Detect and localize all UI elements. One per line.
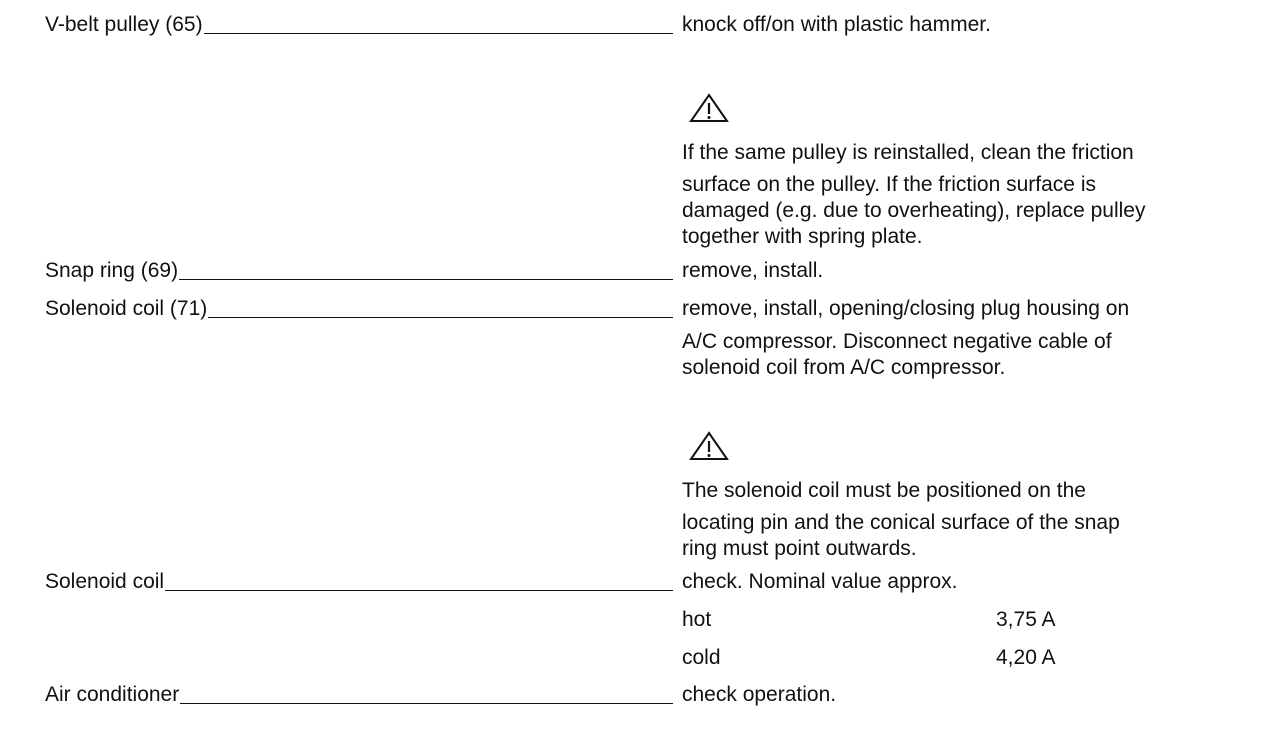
warning-triangle-icon: [688, 430, 730, 462]
warning-line: damaged (e.g. due to overheating), replace pulley: [682, 199, 1146, 222]
warning-line: together with spring plate.: [682, 225, 923, 248]
warning-text-solenoid: [682, 478, 1242, 562]
action-text: solenoid coil from A/C compressor.: [682, 356, 1006, 379]
item-action: [682, 296, 1242, 381]
item-label: Snap ring (69): [45, 259, 179, 282]
warning-triangle-icon: [688, 92, 730, 124]
nominal-value-hot: 3,75 A: [996, 608, 1056, 631]
warning-line: locating pin and the conical surface of the snap: [682, 511, 1120, 534]
action-text: check. Nominal value approx.: [682, 570, 958, 593]
action-text: check operation.: [682, 683, 837, 706]
leader-line: [179, 279, 673, 280]
item-label: Air conditioner: [45, 683, 180, 706]
item-vbelt-pulley: [45, 12, 673, 38]
action-text: remove, install.: [682, 259, 824, 282]
warning-line: The solenoid coil must be positioned on the: [682, 479, 1086, 502]
warning-line: ring must point outwards.: [682, 537, 917, 560]
item-label: V-belt pulley (65): [45, 13, 203, 36]
item-label: Solenoid coil (71): [45, 297, 208, 320]
item-air-conditioner: [45, 682, 673, 708]
nominal-condition-hot: hot: [682, 608, 712, 631]
item-label: Solenoid coil: [45, 570, 165, 593]
nominal-value-cold: 4,20 A: [996, 646, 1056, 669]
nominal-condition-cold: cold: [682, 646, 721, 669]
leader-line: [208, 317, 673, 318]
item-action: [682, 12, 1242, 38]
leader-line: [180, 703, 673, 704]
item-action: [682, 569, 1242, 595]
action-text: remove, install, opening/closing plug housing on: [682, 297, 1130, 320]
action-text: knock off/on with plastic hammer.: [682, 13, 991, 36]
warning-line: surface on the pulley. If the friction surface is: [682, 173, 1096, 196]
item-snap-ring: [45, 258, 673, 284]
item-action: [682, 258, 1242, 284]
leader-line: [165, 590, 673, 591]
item-action: [682, 682, 1242, 708]
leader-line: [204, 33, 673, 34]
item-solenoid-coil-check: [45, 569, 673, 595]
warning-line: If the same pulley is reinstalled, clean the friction: [682, 141, 1134, 164]
warning-text-pulley: [682, 140, 1242, 250]
item-solenoid-coil-71: [45, 296, 673, 322]
action-text: A/C compressor. Disconnect negative cable of: [682, 330, 1112, 353]
